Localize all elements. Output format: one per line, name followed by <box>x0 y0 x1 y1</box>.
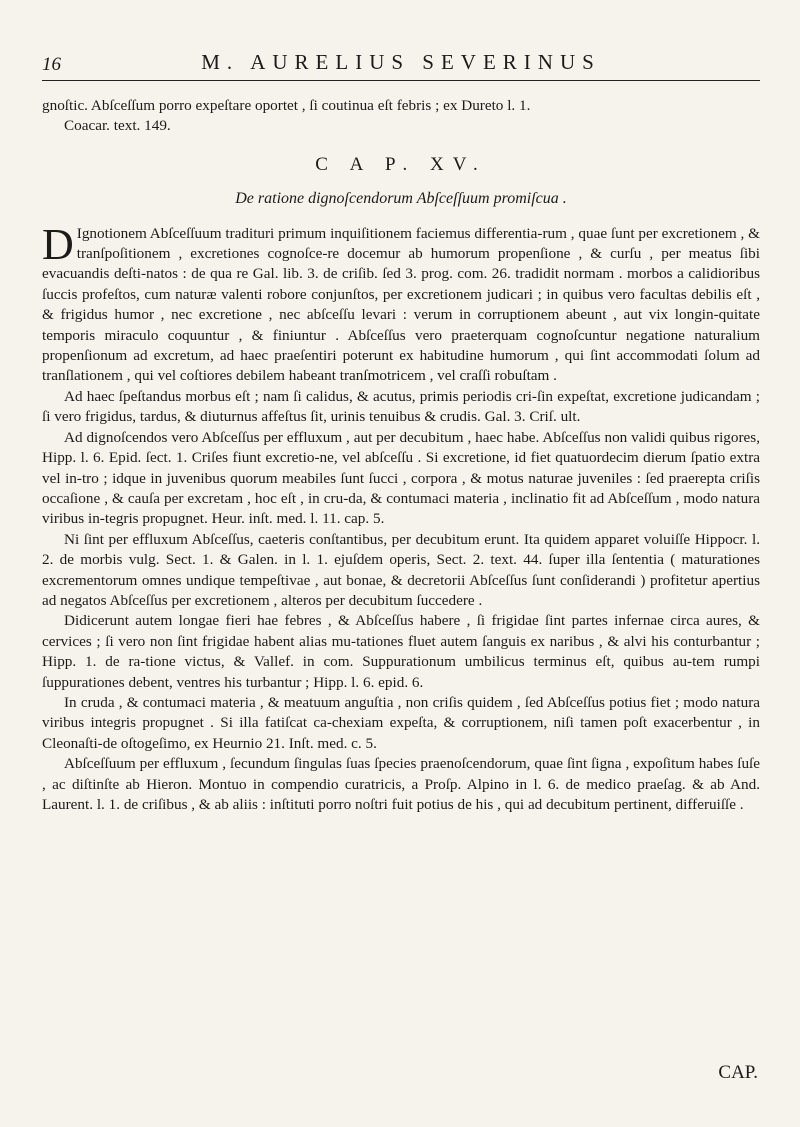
paragraph-1 <box>42 219 760 387</box>
body-text <box>42 96 760 815</box>
paragraph-2: Ad haec ſpeſtandus morbus eſt ; nam ſi calidus, & acutus, primis periodis cri-ſin expeſtat, excretione judicandam ; ſi vero frigidus, tardus, & diuturnus affeſtus ſit, urinis tenuibus & crudis. Gal. 3. Criſ. ult. <box>42 387 760 426</box>
page-header <box>42 50 760 80</box>
paragraph-7: Abſceſſuum per effluxum , ſecundum ſingulas ſuas ſpecies praenoſcendorum, quae ſint ſigna , expoſitum habes ſuſe , ac diſtinſte ab Hieron. Montuo in compendio curatricis, a Proſp. Alpino in l. 6. de medico praeſag. & ab And. Laurent. l. 1. de criſibus , & ab aliis : inſtituti porro noſtri fuit potius de his , qui ad decubitum pertinent, differuiſſe . <box>42 755 760 813</box>
running-title: M. AURELIUS SEVERINUS <box>201 50 601 74</box>
page-number: 16 <box>42 54 61 75</box>
intro-line-1: gnoſtic. Abſceſſum porro expeſtare oportet , ſi coutinua eſt febris ; ex Dureto l. 1. <box>42 97 531 114</box>
header-rule <box>42 80 760 81</box>
chapter-label: C A P. XV. <box>315 153 487 175</box>
paragraph-1-text: Ignotionem Abſceſſuum tradituri primum inquiſitionem faciemus differentia-rum , quae ſunt per excretionem , & tranſpoſitionem , excretiones cognoſce-re docemur ab humorum propenſione , & curſu , per meatus ſibi evacuandis deſti-natos : de qua re Gal. lib. 3. de criſib. ſed 3. prog. com. 26. tradidit normam . morbos a calidioribus ſuccis profeſtos, cum naturæ valenti robore conjunſtos, per excretionem judicari ; in quibus vero facultas debilis eſt , & frigidus humor , nec excretione , nec abſceſſu levari : verum in corruptionem abeunt , aut vix longin-quitate temporis miraculo coquuntur , & finiuntur . Abſceſſus vero praeterquam cognoſcuntur negatione naturalium propenſionum ad excretum, ad haec praeſentiri poterunt ex habitudine humorum , qui ſint accommodati ſolum ad tranſlationem , qui vel coſtiores debilem habeant tranſmotricem , vel craſſi robuſtam . <box>42 224 760 385</box>
catchword: CAP. <box>718 1062 758 1083</box>
paragraph-6: In cruda , & contumaci materia , & meatuum anguſtia , non criſis quidem , ſed Abſceſſus potius fiet ; modo natura viribus integris propugnet . Si illa fatiſcat ca-chexiam expeſta, & corruptionem, niſi tamen poſt exacerbentur , in Cleonaſti-de oſtogeſimo, ex Heurnio 21. Inſt. med. c. 5. <box>42 693 760 752</box>
intro-line-2: Coacar. text. 149. <box>64 117 171 135</box>
paragraph-4: Ni ſint per effluxum Abſceſſus, caeteris conſtantibus, per decubitum erunt. Ita quidem apparet voluiſſe Hippocr. l. 2. de morbis vulg. Sect. 1. & Galen. in l. 1. ejuſdem operis, Sect. 2. text. 44. ſuper illa ſententia ( maturationes excrementorum omnes undique tempeſtivae , aut bonae, & decretorii Abſceſſus ſunt conſiderandi ) profitetur apertius ad negatos Abſceſſus per excretionem , alteros per decubitum ſuccedere . <box>42 530 760 609</box>
paragraph-5: Didicerunt autem longae fieri hae febres , & Abſceſſus habere , ſi frigidae ſint partes infernae circa aures, & cervices ; ſi vero non ſint frigidae habent alias mu-tationes fluet autem ſanguis ex naribus , & alvi his conturbantur ; Hipp. 1. de ra-tione victus, & Vallef. in com. Suppurationum umbilicus terminus eſt, quibus au-tem rumpi ſuppurationes debent, ventres his turbantur ; Hipp. l. 6. epid. 6. <box>42 612 760 691</box>
chapter-title: De ratione dignoſcendorum Abſceſſuum promiſcua . <box>235 190 567 208</box>
paragraph-3: Ad dignoſcendos vero Abſceſſus per effluxum , aut per decubitum , haec habe. Abſceſſus non validi quibus rigores, Hipp. l. 6. Epid. ſect. 1. Criſes fiunt excretio-ne, vel abſceſſu . Si excretione, id fiet quatuordecim dierum ſpatio extra vel in-tro ; idque in juvenibus quorum meabiles ſunt ſucci , corpora , & motus naturae juveniles : ſed praerepta criſis occaſione , & cauſa per excretam , hoc eſt , in cru-da, & contumaci materia , inclinatio fit ad Abſceſſum , modo natura viribus in-tegris propugnet. Heur. inſt. med. l. 11. cap. 5. <box>42 428 760 528</box>
drop-cap: D <box>42 219 74 269</box>
